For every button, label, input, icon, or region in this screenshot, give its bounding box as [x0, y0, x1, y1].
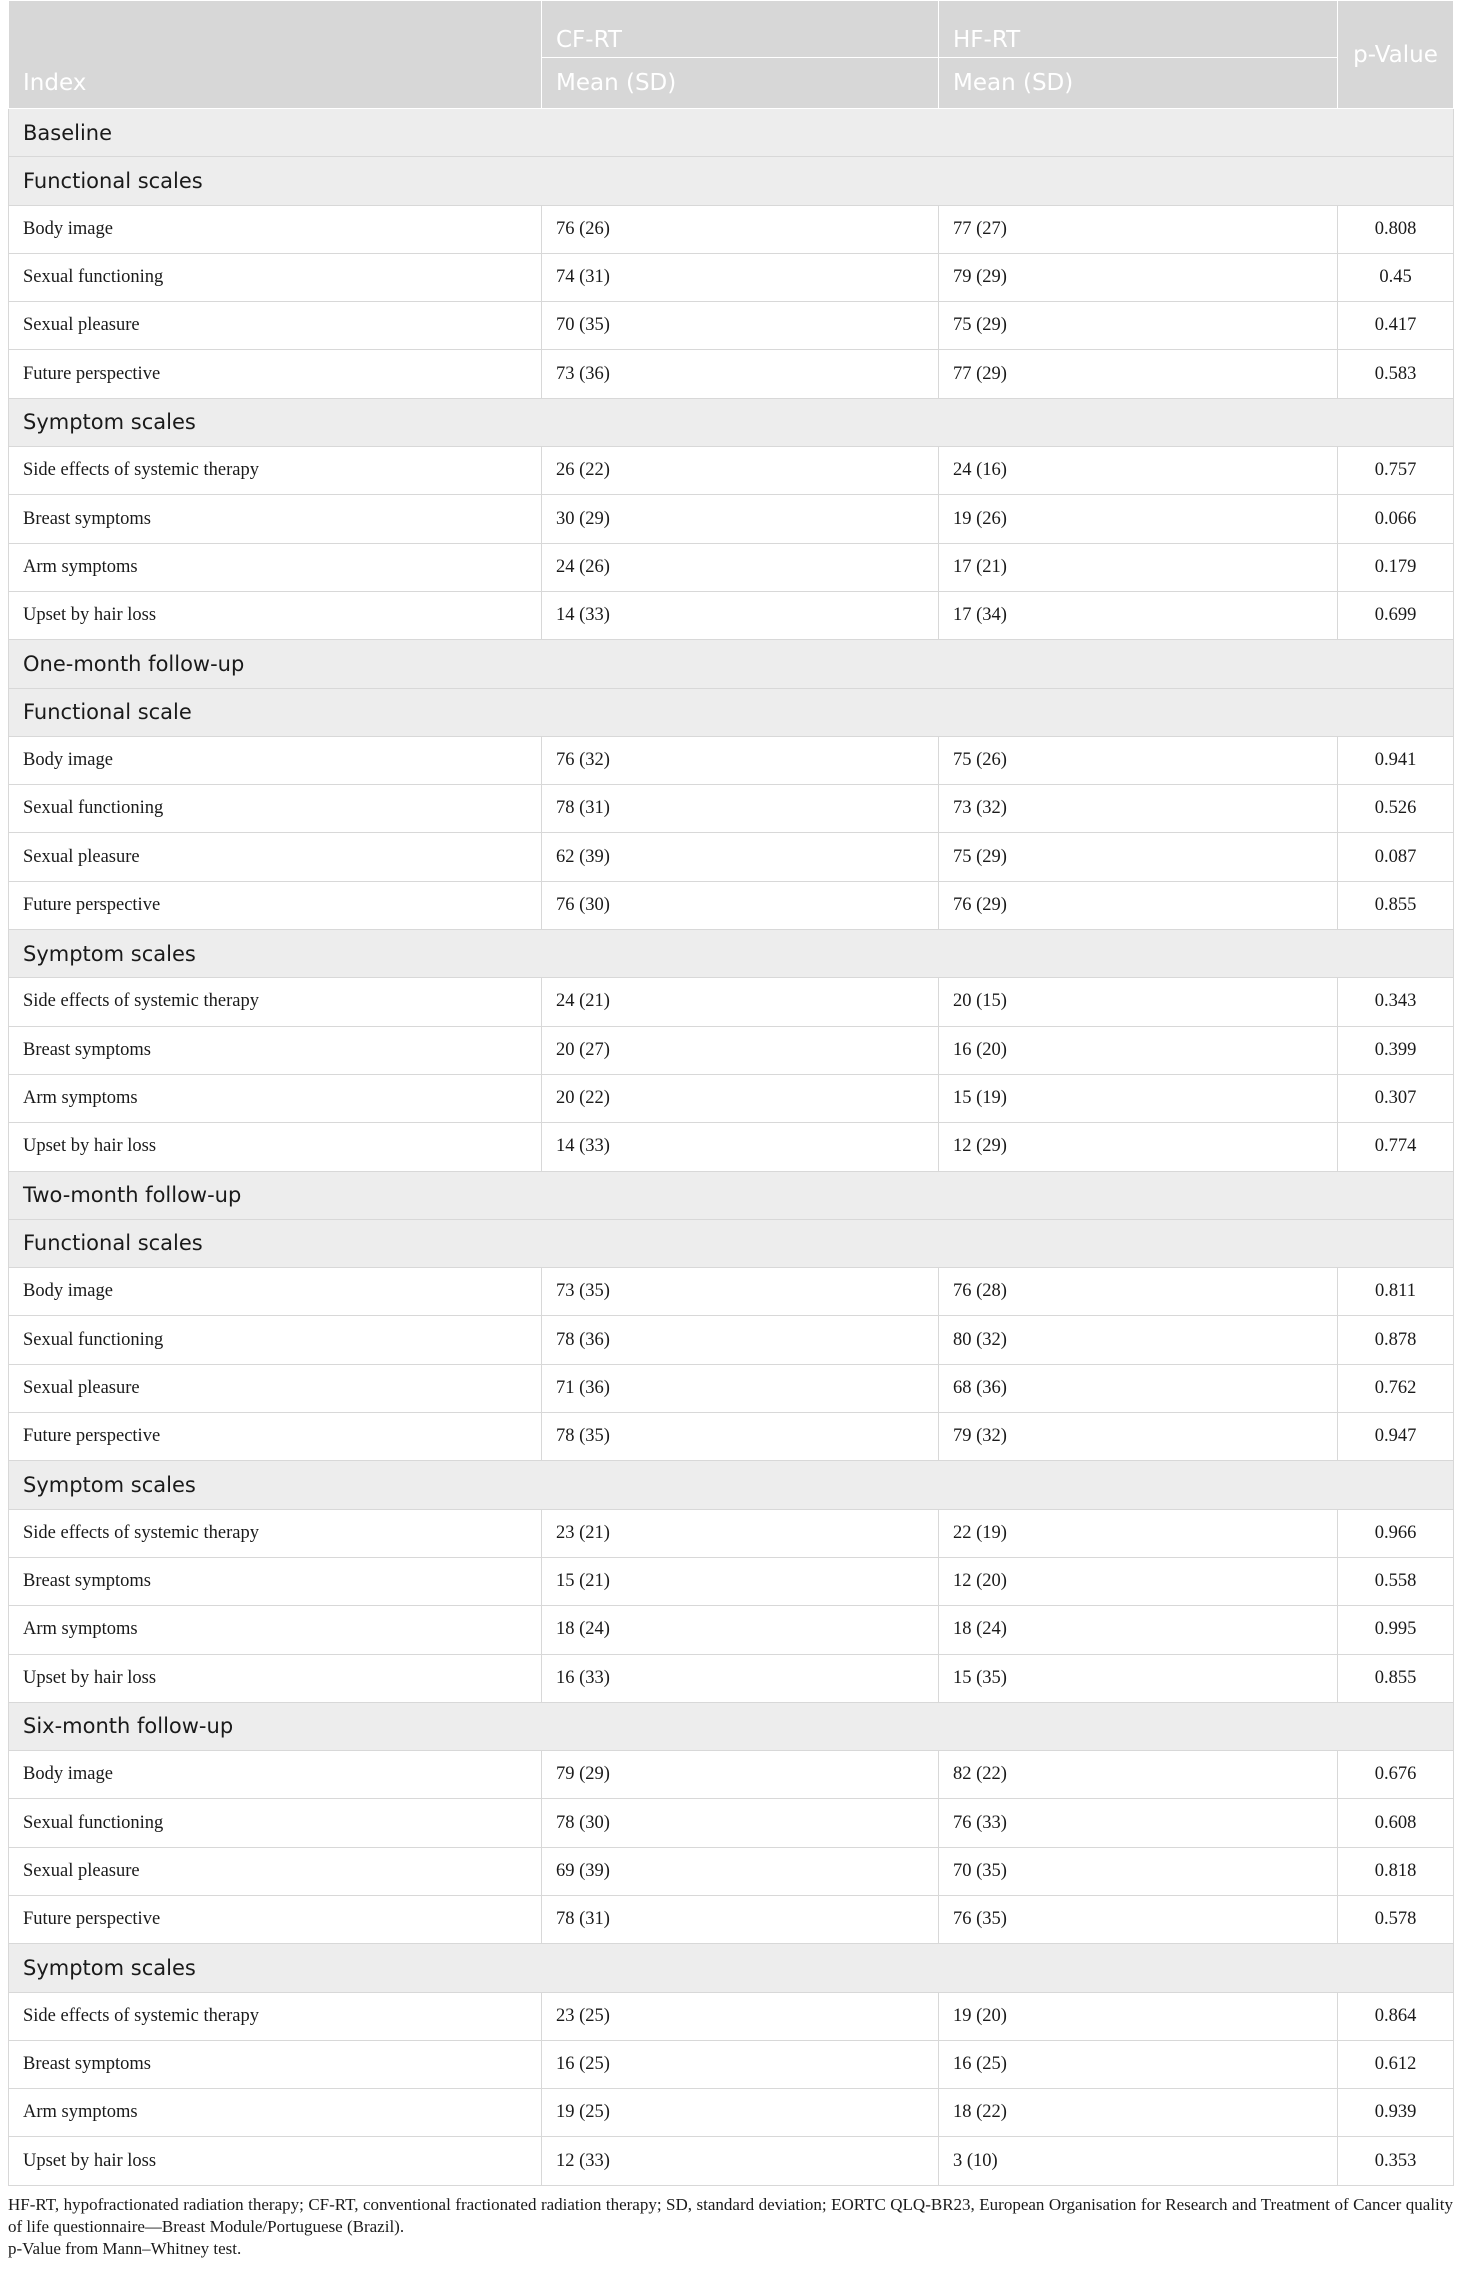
hf-rt-value: 20 (15)	[939, 978, 1338, 1026]
table-row	[9, 1895, 1454, 1943]
cf-rt-value: 78 (31)	[542, 785, 939, 833]
table-row	[9, 2040, 1454, 2088]
cf-rt-value: 30 (29)	[542, 495, 939, 543]
hf-rt-value: 15 (35)	[939, 1654, 1338, 1702]
row-label: Breast symptoms	[9, 495, 542, 543]
hf-rt-value: 76 (28)	[939, 1268, 1338, 1316]
cf-rt-value: 78 (35)	[542, 1413, 939, 1461]
row-label: Side effects of systemic therapy	[9, 1992, 542, 2040]
section-label: Functional scales	[9, 157, 1454, 205]
cf-rt-value: 14 (33)	[542, 1123, 939, 1171]
p-value: 0.947	[1338, 1413, 1454, 1461]
row-label: Upset by hair loss	[9, 591, 542, 639]
row-label: Arm symptoms	[9, 1606, 542, 1654]
row-label: Breast symptoms	[9, 2040, 542, 2088]
header-hf-group: HF-RT	[939, 1, 1338, 58]
hf-rt-value: 22 (19)	[939, 1509, 1338, 1557]
row-label: Arm symptoms	[9, 1074, 542, 1122]
p-value: 0.353	[1338, 2137, 1454, 2185]
hf-rt-value: 3 (10)	[939, 2137, 1338, 2185]
hf-rt-value: 19 (26)	[939, 495, 1338, 543]
hf-rt-value: 75 (26)	[939, 736, 1338, 784]
table-row	[9, 1654, 1454, 1702]
p-value: 0.343	[1338, 978, 1454, 1026]
table-row	[9, 833, 1454, 881]
cf-rt-value: 24 (21)	[542, 978, 939, 1026]
hf-rt-value: 17 (34)	[939, 591, 1338, 639]
table-row	[9, 978, 1454, 1026]
cf-rt-value: 73 (35)	[542, 1268, 939, 1316]
hf-rt-value: 73 (32)	[939, 785, 1338, 833]
footnote-abbreviations: HF-RT, hypofractionated radiation therapy; CF-RT, conventional fractionated radiation therapy; SD, standard deviation; EORTC QLQ-BR23, European Organisation for Research and Treatment of Cancer quality of life questionnaire—Breast Module/Portuguese (Brazil).	[8, 2194, 1453, 2236]
p-value: 0.608	[1338, 1799, 1454, 1847]
cf-rt-value: 78 (31)	[542, 1895, 939, 1943]
table-row	[9, 1509, 1454, 1557]
hf-rt-value: 82 (22)	[939, 1751, 1338, 1799]
hf-rt-value: 77 (29)	[939, 350, 1338, 398]
table-body	[9, 109, 1454, 2186]
table-row	[9, 881, 1454, 929]
p-value: 0.762	[1338, 1364, 1454, 1412]
p-value: 0.066	[1338, 495, 1454, 543]
row-label: Side effects of systemic therapy	[9, 447, 542, 495]
section-label: Six-month follow-up	[9, 1702, 1454, 1750]
p-value: 0.808	[1338, 205, 1454, 253]
section-label: Two-month follow-up	[9, 1171, 1454, 1219]
table-row	[9, 1364, 1454, 1412]
cf-rt-value: 70 (35)	[542, 302, 939, 350]
cf-rt-value: 26 (22)	[542, 447, 939, 495]
table-row	[9, 1557, 1454, 1605]
p-value: 0.307	[1338, 1074, 1454, 1122]
row-label: Breast symptoms	[9, 1026, 542, 1074]
table-row	[9, 205, 1454, 253]
hf-rt-value: 79 (32)	[939, 1413, 1338, 1461]
table-row	[9, 1123, 1454, 1171]
table-row	[9, 591, 1454, 639]
cf-rt-value: 62 (39)	[542, 833, 939, 881]
hf-rt-value: 76 (29)	[939, 881, 1338, 929]
section-label: Symptom scales	[9, 398, 1454, 446]
row-label: Side effects of systemic therapy	[9, 978, 542, 1026]
section-label: Functional scales	[9, 1219, 1454, 1267]
cf-rt-value: 16 (25)	[542, 2040, 939, 2088]
section-row	[9, 398, 1454, 446]
cf-rt-value: 15 (21)	[542, 1557, 939, 1605]
p-value: 0.855	[1338, 1654, 1454, 1702]
p-value: 0.855	[1338, 881, 1454, 929]
section-row	[9, 688, 1454, 736]
hf-rt-value: 12 (29)	[939, 1123, 1338, 1171]
section-label: Symptom scales	[9, 1461, 1454, 1509]
section-row	[9, 109, 1454, 157]
header-hf-stat: Mean (SD)	[939, 58, 1338, 109]
hf-rt-value: 16 (20)	[939, 1026, 1338, 1074]
p-value: 0.583	[1338, 350, 1454, 398]
section-row	[9, 157, 1454, 205]
section-label: One-month follow-up	[9, 640, 1454, 688]
hf-rt-value: 16 (25)	[939, 2040, 1338, 2088]
section-row	[9, 930, 1454, 978]
table-row	[9, 1992, 1454, 2040]
row-label: Sexual pleasure	[9, 302, 542, 350]
row-label: Future perspective	[9, 1895, 542, 1943]
hf-rt-value: 80 (32)	[939, 1316, 1338, 1364]
cf-rt-value: 71 (36)	[542, 1364, 939, 1412]
row-label: Sexual pleasure	[9, 833, 542, 881]
p-value: 0.417	[1338, 302, 1454, 350]
p-value: 0.526	[1338, 785, 1454, 833]
table-row	[9, 2137, 1454, 2185]
cf-rt-value: 73 (36)	[542, 350, 939, 398]
table-row	[9, 1026, 1454, 1074]
cf-rt-value: 78 (30)	[542, 1799, 939, 1847]
table-row	[9, 736, 1454, 784]
row-label: Sexual functioning	[9, 1316, 542, 1364]
cf-rt-value: 24 (26)	[542, 543, 939, 591]
cf-rt-value: 20 (27)	[542, 1026, 939, 1074]
hf-rt-value: 75 (29)	[939, 833, 1338, 881]
row-label: Body image	[9, 1268, 542, 1316]
table-row	[9, 302, 1454, 350]
p-value: 0.939	[1338, 2089, 1454, 2137]
table-row	[9, 253, 1454, 301]
hf-rt-value: 76 (33)	[939, 1799, 1338, 1847]
header-p-value: p-Value	[1338, 1, 1454, 109]
cf-rt-value: 19 (25)	[542, 2089, 939, 2137]
section-row	[9, 640, 1454, 688]
row-label: Future perspective	[9, 881, 542, 929]
hf-rt-value: 12 (20)	[939, 1557, 1338, 1605]
p-value: 0.995	[1338, 1606, 1454, 1654]
cf-rt-value: 78 (36)	[542, 1316, 939, 1364]
hf-rt-value: 77 (27)	[939, 205, 1338, 253]
cf-rt-value: 20 (22)	[542, 1074, 939, 1122]
row-label: Sexual functioning	[9, 253, 542, 301]
p-value: 0.45	[1338, 253, 1454, 301]
section-label: Functional scale	[9, 688, 1454, 736]
hf-rt-value: 18 (22)	[939, 2089, 1338, 2137]
footnote-test: p-Value from Mann–Whitney test.	[8, 2238, 242, 2258]
table-row	[9, 1799, 1454, 1847]
row-label: Sexual functioning	[9, 785, 542, 833]
cf-rt-value: 16 (33)	[542, 1654, 939, 1702]
row-label: Upset by hair loss	[9, 1123, 542, 1171]
p-value: 0.179	[1338, 543, 1454, 591]
row-label: Future perspective	[9, 1413, 542, 1461]
table-row	[9, 447, 1454, 495]
header-cf-group: CF-RT	[542, 1, 939, 58]
p-value: 0.966	[1338, 1509, 1454, 1557]
cf-rt-value: 79 (29)	[542, 1751, 939, 1799]
section-label: Symptom scales	[9, 930, 1454, 978]
table-row	[9, 1606, 1454, 1654]
table-row	[9, 1316, 1454, 1364]
results-table-container	[8, 0, 1453, 2260]
row-label: Body image	[9, 205, 542, 253]
section-label: Symptom scales	[9, 1944, 1454, 1992]
p-value: 0.699	[1338, 591, 1454, 639]
table-row	[9, 543, 1454, 591]
hf-rt-value: 76 (35)	[939, 1895, 1338, 1943]
hf-rt-value: 75 (29)	[939, 302, 1338, 350]
row-label: Sexual pleasure	[9, 1847, 542, 1895]
section-label: Baseline	[9, 109, 1454, 157]
cf-rt-value: 14 (33)	[542, 591, 939, 639]
p-value: 0.757	[1338, 447, 1454, 495]
table-row	[9, 350, 1454, 398]
row-label: Breast symptoms	[9, 1557, 542, 1605]
p-value: 0.878	[1338, 1316, 1454, 1364]
table-row	[9, 1847, 1454, 1895]
hf-rt-value: 19 (20)	[939, 1992, 1338, 2040]
section-row	[9, 1171, 1454, 1219]
p-value: 0.578	[1338, 1895, 1454, 1943]
table-row	[9, 2089, 1454, 2137]
table-row	[9, 1074, 1454, 1122]
table-row	[9, 1751, 1454, 1799]
row-label: Body image	[9, 1751, 542, 1799]
hf-rt-value: 68 (36)	[939, 1364, 1338, 1412]
row-label: Arm symptoms	[9, 543, 542, 591]
p-value: 0.399	[1338, 1026, 1454, 1074]
table-row	[9, 785, 1454, 833]
table-header	[9, 1, 1454, 109]
p-value: 0.864	[1338, 1992, 1454, 2040]
p-value: 0.676	[1338, 1751, 1454, 1799]
table-footnote	[8, 2194, 1453, 2260]
p-value: 0.811	[1338, 1268, 1454, 1316]
section-row	[9, 1219, 1454, 1267]
p-value: 0.818	[1338, 1847, 1454, 1895]
row-label: Sexual functioning	[9, 1799, 542, 1847]
cf-rt-value: 69 (39)	[542, 1847, 939, 1895]
row-label: Body image	[9, 736, 542, 784]
row-label: Upset by hair loss	[9, 1654, 542, 1702]
cf-rt-value: 76 (26)	[542, 205, 939, 253]
results-table	[8, 0, 1454, 2186]
p-value: 0.941	[1338, 736, 1454, 784]
section-row	[9, 1461, 1454, 1509]
row-label: Arm symptoms	[9, 2089, 542, 2137]
hf-rt-value: 15 (19)	[939, 1074, 1338, 1122]
p-value: 0.558	[1338, 1557, 1454, 1605]
cf-rt-value: 12 (33)	[542, 2137, 939, 2185]
cf-rt-value: 76 (32)	[542, 736, 939, 784]
hf-rt-value: 79 (29)	[939, 253, 1338, 301]
hf-rt-value: 18 (24)	[939, 1606, 1338, 1654]
cf-rt-value: 23 (21)	[542, 1509, 939, 1557]
header-cf-stat: Mean (SD)	[542, 58, 939, 109]
hf-rt-value: 70 (35)	[939, 1847, 1338, 1895]
row-label: Upset by hair loss	[9, 2137, 542, 2185]
cf-rt-value: 23 (25)	[542, 1992, 939, 2040]
header-index: Index	[9, 1, 542, 109]
hf-rt-value: 17 (21)	[939, 543, 1338, 591]
table-row	[9, 1268, 1454, 1316]
row-label: Side effects of systemic therapy	[9, 1509, 542, 1557]
cf-rt-value: 18 (24)	[542, 1606, 939, 1654]
p-value: 0.612	[1338, 2040, 1454, 2088]
section-row	[9, 1944, 1454, 1992]
cf-rt-value: 74 (31)	[542, 253, 939, 301]
cf-rt-value: 76 (30)	[542, 881, 939, 929]
row-label: Future perspective	[9, 350, 542, 398]
hf-rt-value: 24 (16)	[939, 447, 1338, 495]
p-value: 0.087	[1338, 833, 1454, 881]
p-value: 0.774	[1338, 1123, 1454, 1171]
table-row	[9, 1413, 1454, 1461]
section-row	[9, 1702, 1454, 1750]
row-label: Sexual pleasure	[9, 1364, 542, 1412]
table-row	[9, 495, 1454, 543]
